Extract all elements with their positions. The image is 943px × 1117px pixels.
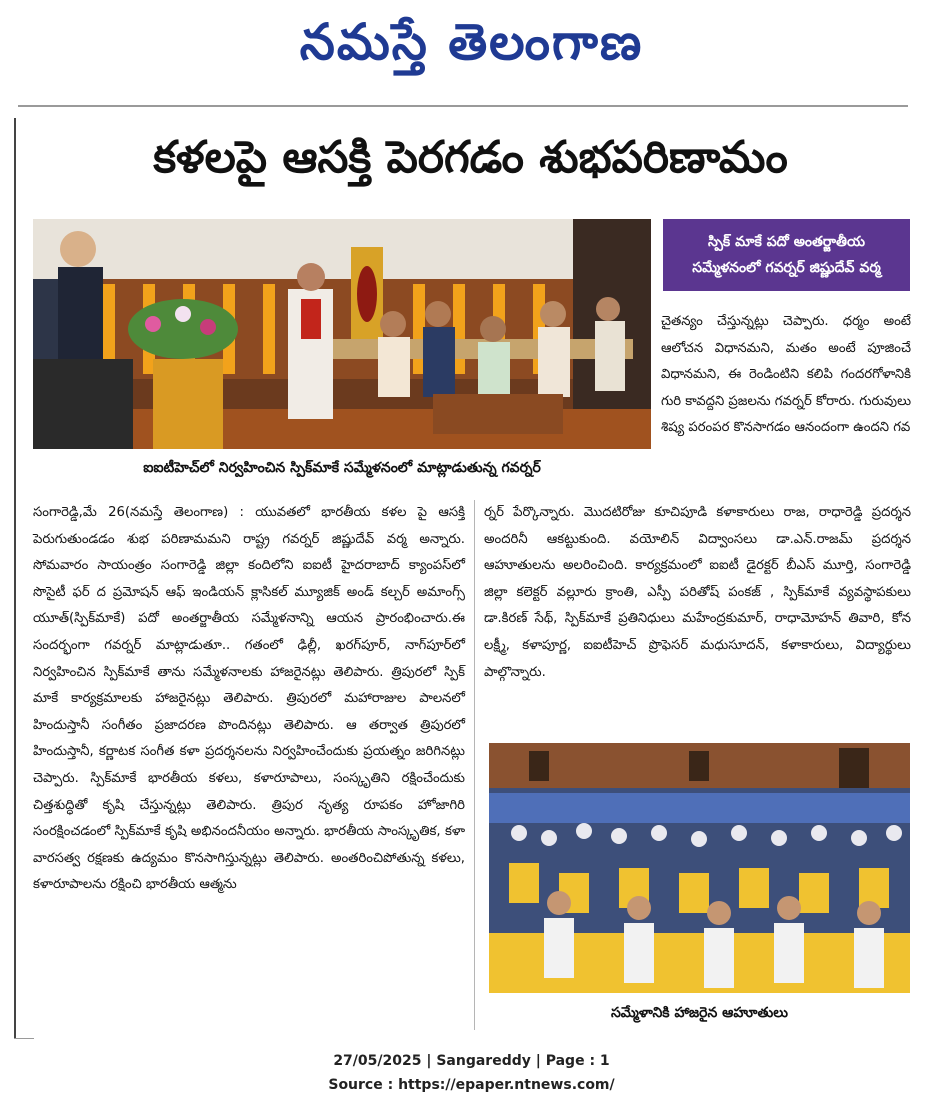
article-right-column-top: చైతన్యం చేస్తున్నట్లు చెప్పారు. ధర్మం అంటే ఆలోచన విధానమని, మతం అంటే పూజించే విధానమని, ఈ రెండింటిని కలిపి గందరగోళానికి గురి కావద్దని ప్రజలను గవర్నర్ కోరారు. గురువులు శిష్య పరంపర కొనసాగడం ఆనందంగా ఉందని గవ	[661, 314, 912, 436]
article-frame-left	[14, 118, 16, 1038]
footer-divider	[14, 1038, 34, 1039]
article-right-column-bottom: ర్నర్ పేర్కొన్నారు. మొదటిరోజు కూచిపూడి కళాకారులు రాజ, రాధారెడ్డి ప్రదర్శన అందరినీ ఆకట్టుకుంది. వయోలిన్ విద్వాంసలు డా.ఎన్.రాజమ్ ప్రదర్శన ఆహూతులను అలరించింది. కార్యక్రమంలో ఐఐటీ డైరక్టర్ బీఎస్ మూర్తి, సంగారెడ్డి జిల్లా కలెక్టర్ వల్లూరు క్రాంతి, ఎస్పీ పరితోష్ పంకజ్ , స్పిక్‌మాకే వ్యవస్థాపకులు డా.కిరణ్ సేథ్, స్పిక్‌మాకే ప్రతినిధులు మహేంద్రకుమార్, రాధామోహన్ తివారి, కోన లక్ష్మీ, కళాపూర్ణ, ఐఐటీహెచ్ ప్రొఫెసర్ మధుసూదన్, కళాకారులు, విద్యార్థులు పాల్గొన్నారు.	[484, 505, 911, 680]
article-subhead	[663, 219, 910, 291]
article-headline: కళలపై ఆసక్తి పెరగడం శుభపరిణామం	[153, 132, 788, 183]
subhead-line-1: స్పిక్ మాకే పదో అంతర్జాతీయ	[708, 234, 865, 250]
footer-source-line: Source : https://epaper.ntnews.com/	[328, 1077, 615, 1093]
masthead-divider	[18, 105, 908, 107]
column-divider	[474, 500, 475, 1030]
bottom-photo-caption: సమ్మేళానికి హాజరైన ఆహూతులు	[610, 1005, 788, 1021]
masthead-logo-text: నమస్తే తెలంగాణ	[299, 12, 644, 71]
top-photo-caption: ఐఐటీహెచ్‌లో నిర్వహించిన స్పిక్‌మాకే సమ్మేళనంలో మాట్లాడుతున్న గవర్నర్	[143, 460, 541, 476]
subhead-line-2: సమ్మేళనంలో గవర్నర్ జిష్ణుదేవ్ వర్మ	[692, 260, 881, 276]
article-left-column: సంగారెడ్డి,మే 26(నమస్తే తెలంగాణ) : యువతలో భారతీయ కళల పై ఆసక్తి పెరుగుతుండడం శుభ పరిణామమని రాష్ట్ర గవర్నర్ జిష్ణుదేవ్ వర్మ అన్నారు. సోమవారం సాయంత్రం సంగారెడ్డి జిల్లా కందిలోని ఐఐటీ హైదరాబాద్ క్యాంపస్‌లో సొసైటీ ఫర్ ద ప్రమోషన్ ఆఫ్ ఇండియన్ క్లాసికల్ మ్యూజిక్ అండ్ కల్చర్ అమాంగ్స్ యూత్(స్పిక్‌మాకే) పదో అంతర్జాతీయ సమ్మేళనాన్ని ఆయన ప్రారంభించారు.ఈ సందర్భంగా గవర్నర్ మాట్లాడుతూ.. గతంలో ఢిల్లీ, ఖరగ్‌పూర్, నాగ్‌పూర్‌లో నిర్వహించిన స్పిక్‌మాకే తాను సమ్మేళనాలకు హాజరైనట్లు తెలిపారు. త్రిపురలో స్పిక్ మాకే కార్యక్రమాలకు హాజరైనట్లు తెలిపారు. త్రిపురలో మహారాజుల పాలనలో హిందుస్తానీ సంగీతం ప్రజాదరణ పొందినట్లు తెలిపారు. ఆ తర్వాత త్రిపురలో హిందుస్తానీ, కర్ణాటక సంగీత కళా ప్రదర్శనలను నిర్వహించేందుకు ప్రయత్నం జరిగినట్లు చెప్పారు. స్పిక్‌మాకే భారతీయ కళలు, కళారూపాలు, సంస్కృతిని రక్షించేందుకు చిత్తశుద్ధితో కృషి చేస్తున్నట్లు తెలిపారు. త్రిపుర నృత్య రూపకం హోజాగిరి సంరక్షించడంలో స్పిక్‌మాకే కృషి అభినందనీయం అన్నారు. భారతీయ సాంస్కృతిక, కళా వారసత్వ రక్షణకు ఉద్యమం కొనసాగిస్తున్నట్లు తెలిపారు. అంతరించిపోతున్న కళలు, కళారూపాలను రక్షించి భారతీయ ఆత్మను	[33, 505, 465, 893]
governor-speaking-photo	[33, 219, 651, 449]
footer-date-line: 27/05/2025 | Sangareddy | Page : 1	[333, 1053, 610, 1069]
newspaper-masthead	[0, 0, 943, 96]
audience-photo	[489, 743, 910, 993]
